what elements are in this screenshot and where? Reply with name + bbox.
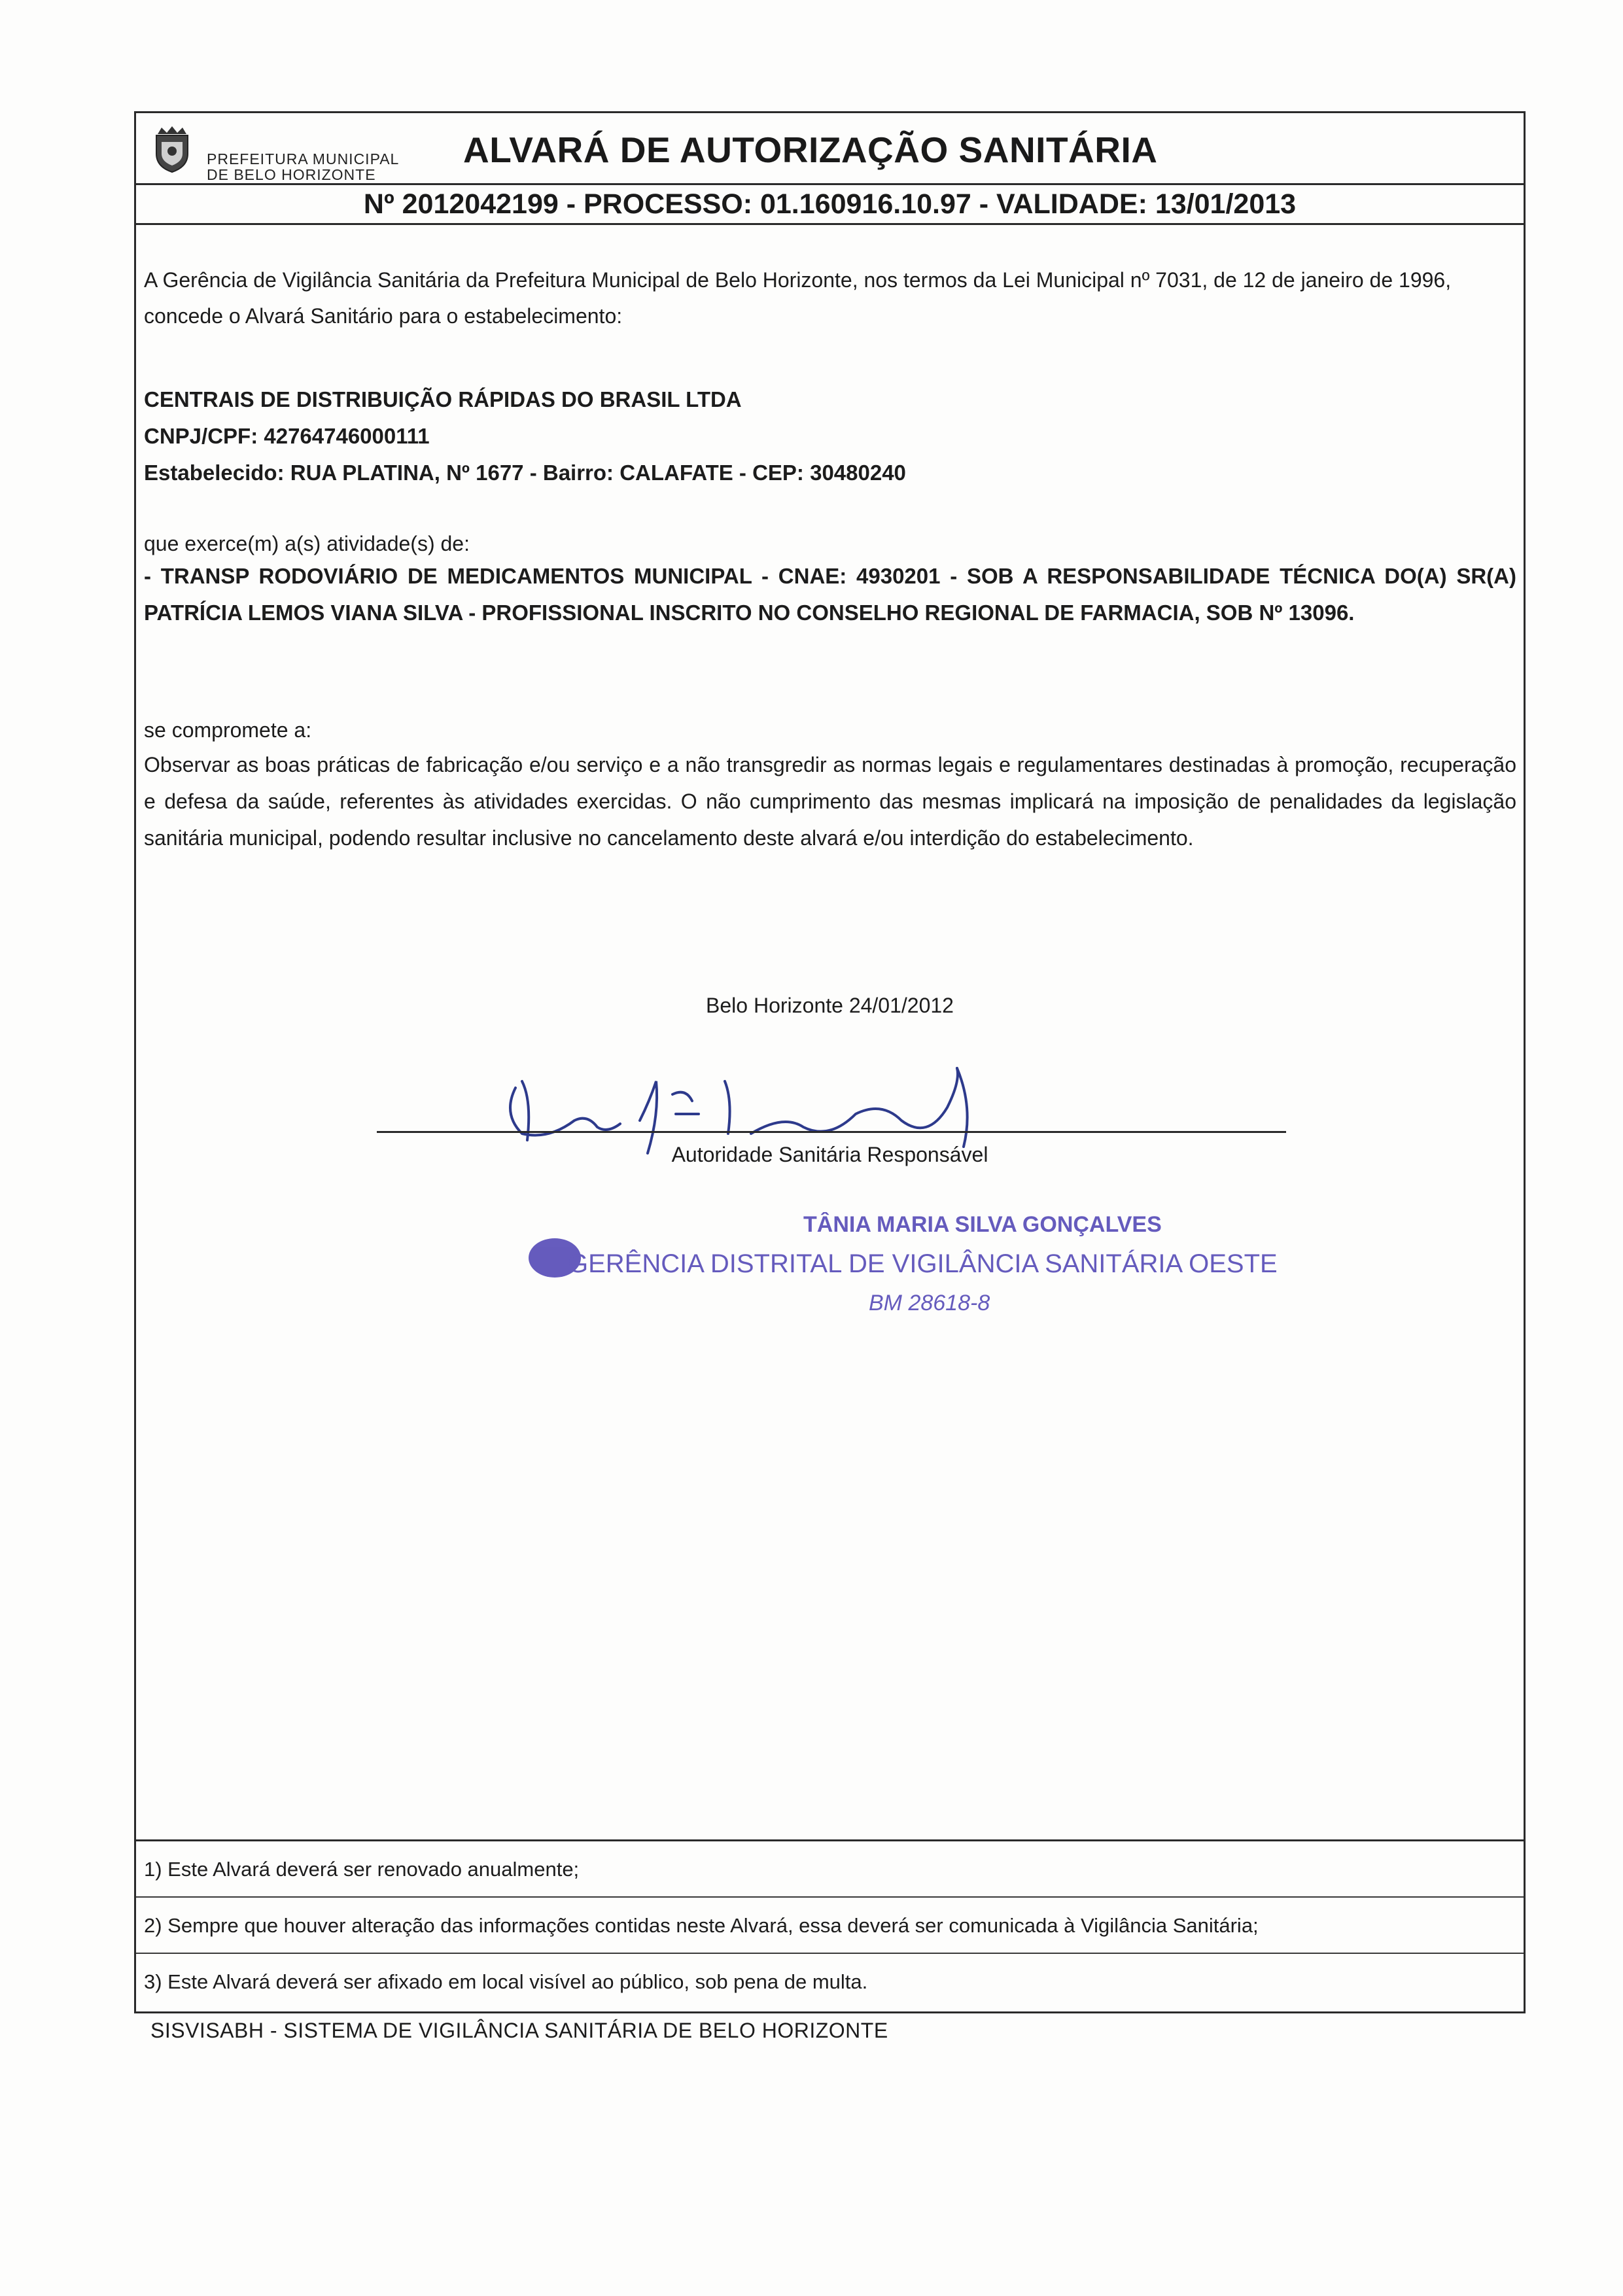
city-crest-icon <box>152 125 192 175</box>
issuer-name <box>207 151 399 183</box>
establishment-address <box>144 455 1516 491</box>
signature-line <box>377 1131 1286 1133</box>
cnpj-value: 42764746000111 <box>264 424 430 448</box>
permit-frame <box>134 111 1526 2013</box>
stamp-registration: BM 28618-8 <box>869 1291 990 1315</box>
note-item: 1) Este Alvará deverá ser renovado anualmente; <box>136 1841 1524 1898</box>
document-header <box>136 113 1524 185</box>
commitment-text: Observar as boas práticas de fabricação e/ou serviço e a não transgredir as normas legais e regulamentares destinadas à promoção, recuperação e defesa da saúde, referentes às atividades exercidas. O não cumprimento das mesmas implicará na imposição de penalidades da legislação sanitária municipal, podendo resultar inclusive no cancelamento deste alvará e/ou interdição do estabelecimento. <box>144 753 1516 850</box>
address-value: RUA PLATINA, Nº 1677 - Bairro: CALAFATE - CEP: 30480240 <box>290 461 906 485</box>
activities-label: que exerce(m) a(s) atividade(s) de: <box>144 532 470 555</box>
note-item: 2) Sempre que houver alteração das informações contidas neste Alvará, essa deverá ser comunicada à Vigilância Sanitária; <box>136 1898 1524 1954</box>
issuer-line-2: DE BELO HORIZONTE <box>207 166 376 183</box>
place-and-date: Belo Horizonte 24/01/2012 <box>706 994 954 1017</box>
commitment-label: se compromete a: <box>144 718 312 742</box>
establishment-cnpj <box>144 418 1516 455</box>
permit-number-line: Nº 2012042199 - PROCESSO: 01.160916.10.97 - VALIDADE: 13/01/2013 <box>136 185 1524 225</box>
signature-label: Autoridade Sanitária Responsável <box>671 1143 988 1166</box>
establishment-block <box>144 381 1516 491</box>
note-item: 3) Este Alvará deverá ser afixado em local visível ao público, sob pena de multa. <box>144 1970 868 1993</box>
stamp-department: GERÊNCIA DISTRITAL DE VIGILÂNCIA SANITÁRIA OESTE <box>568 1249 1278 1278</box>
activity-description: - TRANSP RODOVIÁRIO DE MEDICAMENTOS MUNICIPAL - CNAE: 4930201 - SOB A RESPONSABILIDADE TÉCNICA DO(A) SR(A) PATRÍCIA LEMOS VIANA SILVA - PROFISSIONAL INSCRITO NO CONSELHO REGIONAL DE FARMACIA, SOB Nº 13096. <box>144 564 1516 625</box>
document-title: ALVARÁ DE AUTORIZAÇÃO SANITÁRIA <box>463 130 1158 170</box>
establishment-name: CENTRAIS DE DISTRIBUIÇÃO RÁPIDAS DO BRASIL LTDA <box>144 387 742 411</box>
address-label: Estabelecido: <box>144 461 285 485</box>
intro-paragraph: A Gerência de Vigilância Sanitária da Prefeitura Municipal de Belo Horizonte, nos termos da Lei Municipal nº 7031, de 12 de janeiro de 1996, concede o Alvará Sanitário para o estabelecimento: <box>144 268 1452 328</box>
official-stamp <box>529 1186 1346 1336</box>
notes-table <box>136 1839 1524 2011</box>
issuer-line-1: PREFEITURA MUNICIPAL <box>207 150 400 167</box>
cnpj-label: CNPJ/CPF: <box>144 424 258 448</box>
system-footer: SISVISABH - SISTEMA DE VIGILÂNCIA SANITÁRIA DE BELO HORIZONTE <box>150 2019 888 2042</box>
stamp-name: TÂNIA MARIA SILVA GONÇALVES <box>803 1212 1162 1237</box>
